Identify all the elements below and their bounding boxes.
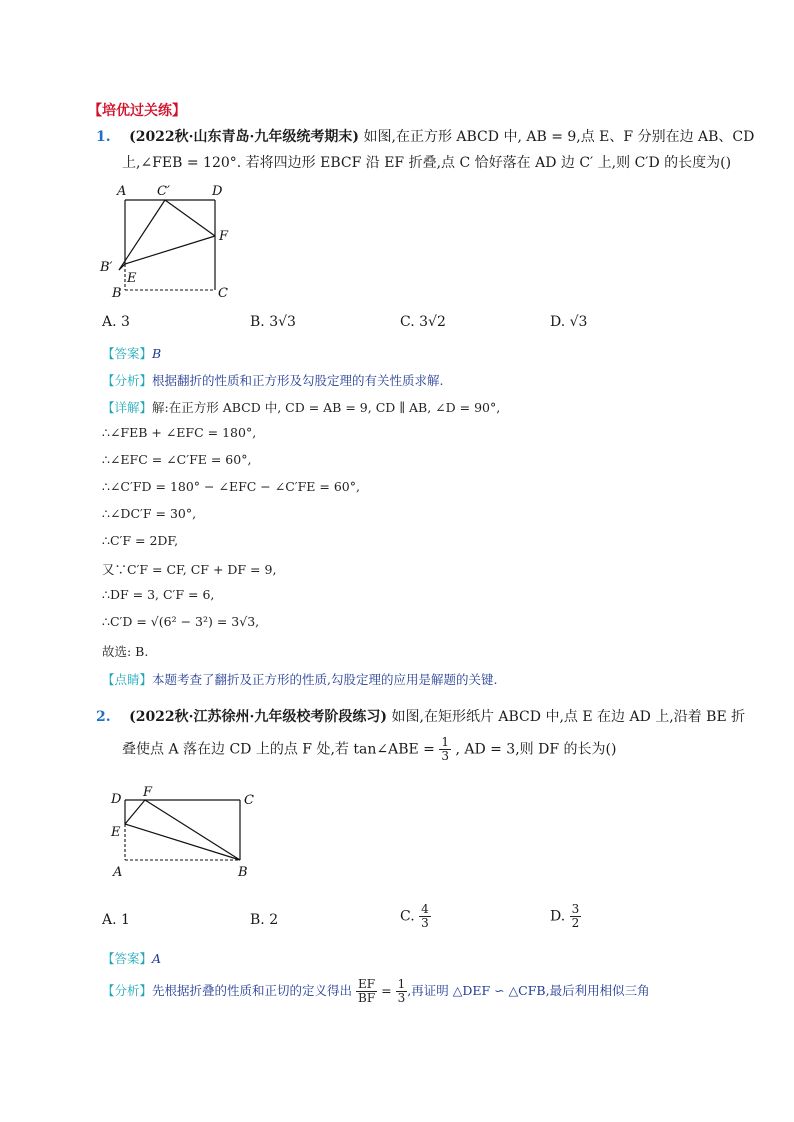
q1-comment-text: 本题考查了翻折及正方形的性质,勾股定理的应用是解题的关键. xyxy=(152,672,498,687)
q1-label-c1: C′ xyxy=(157,184,170,199)
q1-analysis-tag: 【分析】 xyxy=(102,373,153,388)
q2-option-a[interactable]: A. 1 xyxy=(102,912,130,928)
q2-analysis-pre: 先根据折叠的性质和正切的定义得出 xyxy=(152,983,353,998)
q1-detail-line-3: ∴∠C′FD = 180° − ∠EFC − ∠C′FE = 60°, xyxy=(102,479,360,494)
q2-figure xyxy=(105,782,265,882)
q2-number: 2. xyxy=(96,709,111,725)
q1-analysis xyxy=(102,371,444,389)
q2-text-line2-pre: 叠使点 A 落在边 CD 上的点 F 处,若 tan∠ABE = xyxy=(122,741,435,758)
q1-option-d[interactable]: D. √3 xyxy=(550,314,588,330)
q2-option-c-prefix: C. xyxy=(400,908,415,925)
q1-detail-line-0 xyxy=(102,398,500,416)
q2-label-c: C xyxy=(244,793,254,808)
q1-label-c: C xyxy=(218,286,228,301)
q2-analysis-frac2-den: 3 xyxy=(397,991,406,1005)
section-title: 【培优过关练】 xyxy=(88,103,186,119)
q2-tan-num: 1 xyxy=(441,735,449,749)
q2-analysis-frac1-num: EF xyxy=(356,978,377,992)
q1-detail-line-9: 故选: B. xyxy=(102,644,149,659)
q1-answer-value: B xyxy=(152,346,162,361)
q1-detail-line-5: ∴C′F = 2DF, xyxy=(102,533,179,548)
q1-edge-c1b1 xyxy=(119,200,165,270)
q2-label-d: D xyxy=(111,792,122,807)
q2-analysis-fraction-1-3 xyxy=(396,978,408,1005)
q1-detail-text-0: 解:在正方形 ABCD 中, CD = AB = 9, CD ∥ AB, ∠D = 90°, xyxy=(152,400,501,415)
q1-text-line1: 如图,在正方形 ABCD 中, AB = 9,点 E、F 分别在边 AB、CD xyxy=(363,129,755,145)
q2-text-line1: 如图,在矩形纸片 ABCD 中,点 E 在边 AD 上,沿着 BE 折 xyxy=(391,709,746,725)
q2-analysis-fraction-ef-bf xyxy=(356,978,377,1005)
q1-label-e: E xyxy=(127,271,137,286)
q1-number: 1. xyxy=(96,129,111,145)
q2-label-b: B xyxy=(238,865,248,880)
q1-answer-tag: 【答案】 xyxy=(102,346,153,361)
q1-detail-line-8: ∴C′D = √(6² − 3²) = 3√3, xyxy=(102,614,260,629)
q2-edge-fb xyxy=(145,800,240,860)
q2-tan-fraction xyxy=(439,736,451,763)
q1-label-d: D xyxy=(212,184,223,199)
q1-comment-tag: 【点睛】 xyxy=(102,672,153,687)
q2-label-f: F xyxy=(143,785,153,800)
q1-detail-line-6: 又∵C′F = CF, CF + DF = 9, xyxy=(102,562,277,577)
q2-option-d-prefix: D. xyxy=(550,908,566,925)
q2-analysis-frac1-den: BF xyxy=(358,991,376,1005)
q1-comment xyxy=(102,670,497,688)
q2-option-c-den: 3 xyxy=(421,916,429,930)
q1-label-f: F xyxy=(219,229,229,244)
q1-option-a[interactable]: A. 3 xyxy=(102,314,130,330)
q2-edge-ef xyxy=(125,800,145,824)
q2-line1 xyxy=(96,707,745,727)
q1-detail-line-7: ∴DF = 3, C′F = 6, xyxy=(102,587,215,602)
q2-analysis-tag: 【分析】 xyxy=(102,983,153,998)
q2-text-line2-post: , AD = 3,则 DF 的长为() xyxy=(455,741,617,758)
q2-option-c[interactable] xyxy=(400,903,431,930)
q2-option-c-fraction xyxy=(419,903,431,930)
q1-label-b: B xyxy=(112,286,122,301)
q2-option-c-num: 4 xyxy=(421,902,429,916)
q1-detail-tag: 【详解】 xyxy=(102,400,153,415)
q2-analysis xyxy=(102,978,650,1005)
q2-answer-value: A xyxy=(152,951,162,966)
q2-label-a: A xyxy=(113,865,123,880)
q1-option-b[interactable]: B. 3√3 xyxy=(250,314,296,330)
q1-detail-line-2: ∴∠EFC = ∠C′FE = 60°, xyxy=(102,452,252,467)
q2-option-d[interactable] xyxy=(550,903,581,930)
q1-answer xyxy=(102,344,161,362)
q2-option-d-fraction xyxy=(570,903,582,930)
q1-text-line2: 上,∠FEB = 120°. 若将四边形 EBCF 沿 EF 折叠,点 C 恰好落在 AD 边 C′ 上,则 C′D 的长度为() xyxy=(122,155,732,171)
q2-source: (2022秋·江苏徐州·九年级校考阶段练习) xyxy=(129,709,388,725)
q2-label-e: E xyxy=(111,825,121,840)
q2-option-d-den: 2 xyxy=(571,916,580,930)
q2-line2 xyxy=(122,736,616,763)
q1-analysis-text: 根据翻折的性质和正方形及勾股定理的有关性质求解. xyxy=(152,373,444,388)
q2-option-b[interactable]: B. 2 xyxy=(250,912,279,928)
q2-analysis-eq: = xyxy=(381,983,392,998)
q1-source: (2022秋·山东青岛·九年级统考期末) xyxy=(129,129,360,145)
q1-figure xyxy=(95,178,245,304)
q1-detail-line-4: ∴∠DC′F = 30°, xyxy=(102,506,197,521)
q1-label-b1: B′ xyxy=(100,260,113,275)
q1-line1 xyxy=(96,127,754,147)
q2-fold-eb xyxy=(125,824,240,860)
q2-analysis-post: ,再证明 △DEF ∽ △CFB,最后利用相似三角 xyxy=(407,983,650,998)
q2-option-d-num: 3 xyxy=(571,902,580,916)
q1-edge-c1f xyxy=(165,200,215,236)
q2-tan-den: 3 xyxy=(441,749,449,763)
q1-option-c[interactable]: C. 3√2 xyxy=(400,314,446,330)
q2-answer xyxy=(102,949,161,967)
q1-detail-line-1: ∴∠FEB + ∠EFC = 180°, xyxy=(102,425,257,440)
q2-analysis-frac2-num: 1 xyxy=(397,977,406,991)
q1-label-a: A xyxy=(117,184,127,199)
q2-answer-tag: 【答案】 xyxy=(102,951,153,966)
